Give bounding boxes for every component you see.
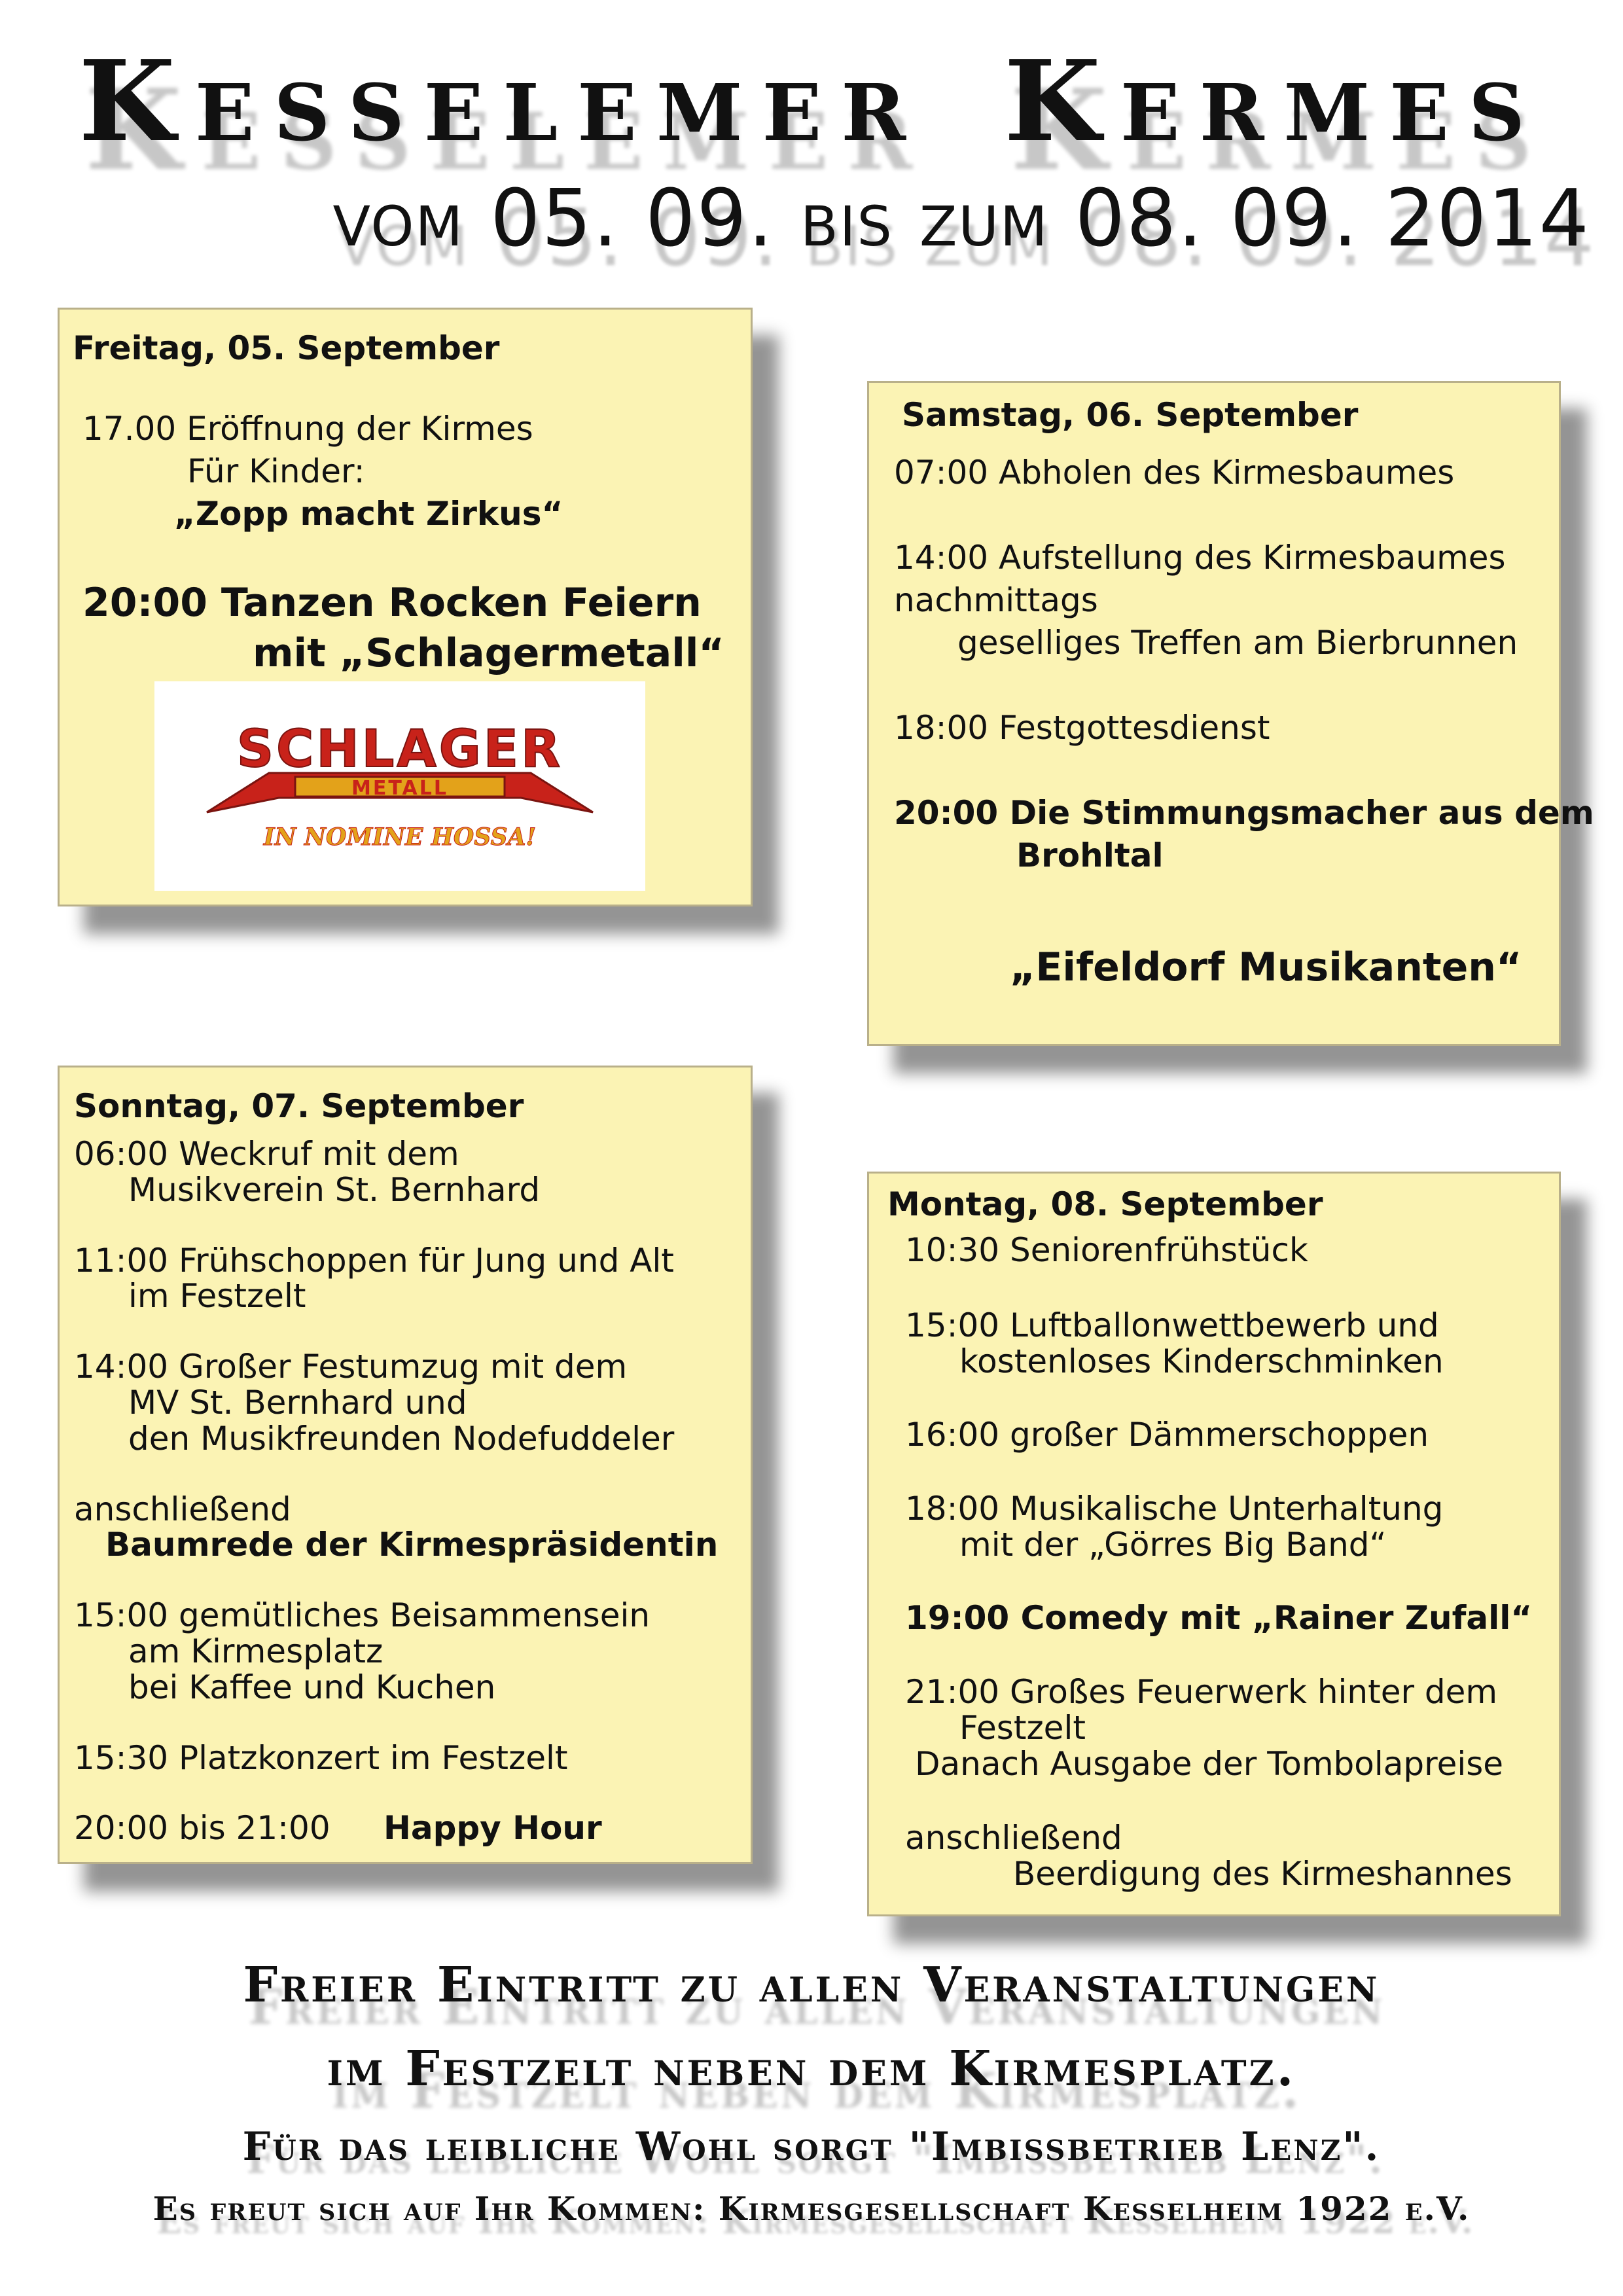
- monday-line: 18:00 Musikalische Unterhaltung: [905, 1490, 1444, 1528]
- note-sunday: [58, 1066, 753, 1864]
- sunday-line: am Kirmesplatz: [128, 1632, 383, 1670]
- date-range: vom 05. 09. bis zum 08. 09. 2014: [332, 173, 1590, 264]
- friday-heading: Freitag, 05. September: [73, 329, 500, 367]
- footer-organizer: Es freut sich auf Ihr Kommen: Kirmesgesellschaft Kesselheim 1922 e.V.: [152, 2189, 1471, 2228]
- saturday-line: geselliges Treffen am Bierbrunnen: [957, 624, 1518, 662]
- sunday-line: bei Kaffee und Kuchen: [128, 1668, 496, 1706]
- sunday-line: MV St. Bernhard und: [128, 1384, 467, 1422]
- title-word-2: Kermes: [1004, 36, 1544, 167]
- title-word-1: Kesselemer: [79, 36, 926, 167]
- monday-line: 10:30 Seniorenfrühstück: [905, 1231, 1308, 1269]
- sunday-line: 11:00 Frühschoppen für Jung und Alt: [74, 1242, 674, 1280]
- footer-catering: Für das leibliche Wohl sorgt "Imbissbetrieb Lenz".: [242, 2124, 1381, 2170]
- note-friday: [58, 308, 753, 906]
- saturday-line: „Eifeldorf Musikanten“: [1010, 944, 1522, 990]
- footer-free-entry: Freier Eintritt zu allen Veranstaltungen: [243, 1957, 1380, 2013]
- friday-line: mit „Schlagermetall“: [253, 630, 724, 676]
- page-title: [0, 36, 1623, 167]
- sunday-line: 06:00 Weckruf mit dem: [74, 1135, 459, 1173]
- monday-line: anschließend: [905, 1819, 1122, 1857]
- saturday-line: 07:00 Abholen des Kirmesbaumes: [894, 454, 1455, 492]
- note-monday: [867, 1172, 1561, 1916]
- sunday-line: 14:00 Großer Festumzug mit dem: [74, 1348, 628, 1386]
- schlagermetall-logo: [154, 681, 645, 891]
- monday-line: mit der „Görres Big Band“: [959, 1526, 1387, 1564]
- note-saturday: [867, 381, 1594, 1046]
- saturday-heading: Samstag, 06. September: [902, 396, 1359, 434]
- monday-line: 16:00 großer Dämmerschoppen: [905, 1416, 1429, 1454]
- friday-line: „Zopp macht Zirkus“: [174, 495, 563, 533]
- saturday-line: 14:00 Aufstellung des Kirmesbaumes: [894, 539, 1506, 577]
- saturday-line: 18:00 Festgottesdienst: [894, 709, 1270, 747]
- saturday-line: nachmittags: [894, 581, 1098, 619]
- sunday-line: anschließend: [74, 1490, 291, 1528]
- monday-heading: Montag, 08. September: [887, 1185, 1323, 1223]
- monday-line: 15:00 Luftballonwettbewerb und: [905, 1306, 1439, 1344]
- monday-line: Danach Ausgabe der Tombolapreise: [915, 1745, 1504, 1783]
- friday-line: Für Kinder:: [187, 452, 365, 490]
- saturday-line: Brohltal: [1016, 836, 1164, 874]
- sunday-line: Baumrede der Kirmespräsidentin: [105, 1526, 719, 1564]
- monday-line: 19:00 Comedy mit „Rainer Zufall“: [905, 1599, 1533, 1637]
- monday-line: 21:00 Großes Feuerwerk hinter dem: [905, 1673, 1498, 1711]
- sunday-heading: Sonntag, 07. September: [74, 1087, 524, 1125]
- sunday-line: im Festzelt: [128, 1277, 306, 1315]
- logo-word: SCHLAGER: [236, 720, 563, 779]
- sunday-line: 15:00 gemütliches Beisammensein: [74, 1596, 651, 1634]
- logo-tagline: IN NOMINE HOSSA!: [263, 823, 537, 851]
- footer-location: im Festzelt neben dem Kirmesplatz.: [327, 2041, 1296, 2097]
- sunday-line: Musikverein St. Bernhard: [128, 1171, 541, 1209]
- monday-line: kostenloses Kinderschminken: [959, 1342, 1444, 1380]
- sunday-line: den Musikfreunden Nodefuddeler: [128, 1420, 675, 1458]
- friday-line: 20:00 Tanzen Rocken Feiern: [82, 580, 702, 626]
- friday-line: 17.00 Eröffnung der Kirmes: [82, 410, 533, 448]
- logo-badge: METALL: [351, 777, 448, 800]
- sunday-line: 15:30 Platzkonzert im Festzelt: [74, 1739, 568, 1777]
- sunday-line: Happy Hour: [383, 1809, 602, 1847]
- logo-graphic: [154, 681, 645, 891]
- sunday-line: 20:00 bis 21:00: [74, 1809, 330, 1847]
- monday-line: Beerdigung des Kirmeshannes: [1013, 1855, 1512, 1893]
- monday-line: Festzelt: [959, 1709, 1086, 1747]
- saturday-line: 20:00 Die Stimmungsmacher aus dem: [894, 794, 1594, 832]
